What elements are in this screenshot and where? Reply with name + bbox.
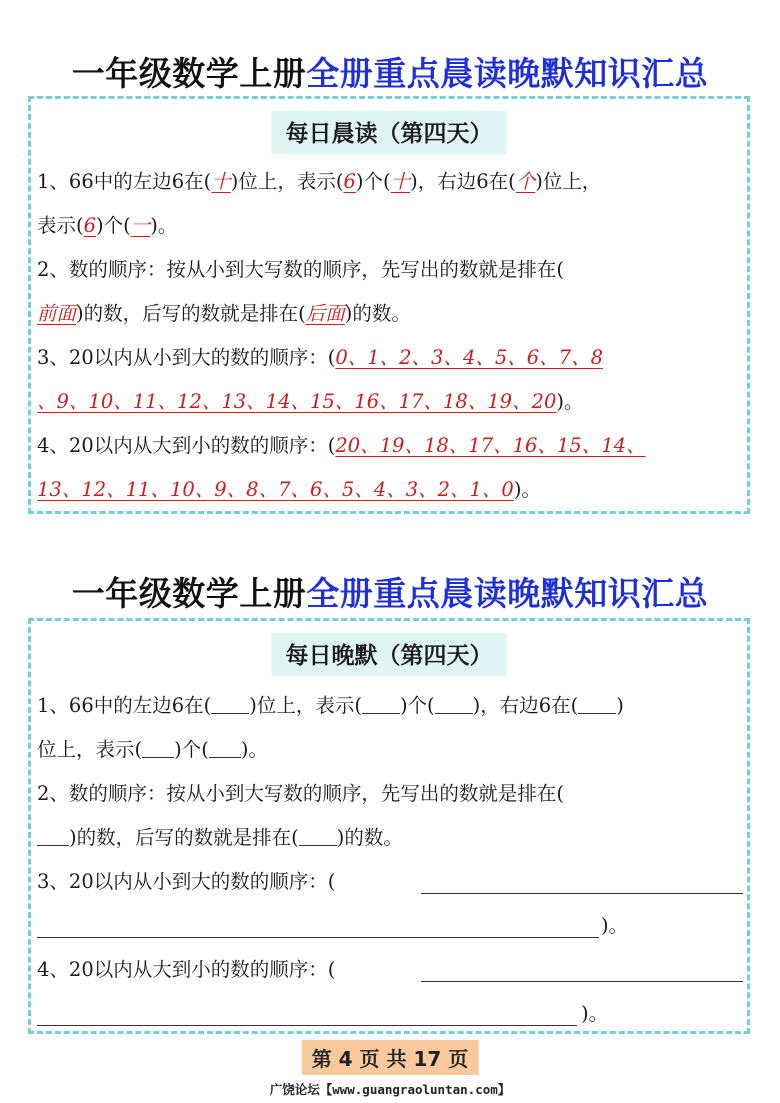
answer: 个 xyxy=(515,170,536,193)
fill-blank[interactable] xyxy=(37,827,69,846)
title-grade-part: 一年级数学上册 xyxy=(71,574,307,613)
evening-dictation-box xyxy=(28,618,750,1034)
answer: 十 xyxy=(211,170,231,193)
sheet-title-bottom xyxy=(0,568,780,615)
evening-q1-line1: 1、66中的左边6在( )位上，表示( )个( )，右边6在( ) xyxy=(37,694,624,717)
fill-blank[interactable] xyxy=(578,695,616,714)
answer: 、9、10、11、12、13、14、15、16、17、18、19、20 xyxy=(37,390,557,413)
morning-q2-line1: 2、数的顺序：按从小到大写数的顺序，先写出的数就是排在( xyxy=(37,258,565,281)
fill-blank[interactable] xyxy=(435,695,473,714)
answer-line[interactable] xyxy=(421,981,743,982)
evening-q4-line1: 4、20以内从大到小的数的顺序：( xyxy=(37,958,336,981)
answer-line[interactable] xyxy=(421,893,743,894)
answer: 13、12、11、10、9、8、7、6、5、4、3、2、1、0 xyxy=(37,478,514,501)
title-grade-part: 一年级数学上册 xyxy=(71,54,307,93)
answer: 0、1、2、3、4、5、6、7、8 xyxy=(335,346,603,369)
title-summary-part: 全册重点晨读晚默知识汇总 xyxy=(306,54,709,93)
page-number: 第 4 页 共 17 页 xyxy=(302,1040,479,1075)
answer: 后面 xyxy=(305,302,345,325)
source-credit: 广饶论坛【www.guangraoluntan.com】 xyxy=(269,1082,511,1097)
answer: 20、19、18、17、16、15、14、 xyxy=(335,434,646,457)
fill-blank[interactable] xyxy=(362,695,400,714)
answer: 6 xyxy=(343,170,356,193)
morning-heading: 每日晨读（第四天） xyxy=(272,111,507,154)
evening-q2-line2: )的数，后写的数就是排在( )的数。 xyxy=(37,825,747,851)
evening-q4-line2: )。 xyxy=(581,1002,609,1025)
morning-q2-line2: 前面)的数，后写的数就是排在(后面)的数。 xyxy=(37,302,411,325)
evening-q3-line2: )。 xyxy=(601,914,629,937)
title-summary-part: 全册重点晨读晚默知识汇总 xyxy=(306,574,709,613)
evening-q2-line1: 2、数的顺序：按从小到大写数的顺序，先写出的数就是排在( xyxy=(37,782,565,805)
fill-blank[interactable] xyxy=(209,739,241,758)
morning-q4-line1: 4、20以内从大到小的数的顺序：(20、19、18、17、16、15、14、 xyxy=(37,434,646,457)
evening-q1-line2: 位上，表示( )个( )。 xyxy=(37,738,268,761)
fill-blank[interactable] xyxy=(299,827,337,846)
morning-q3-line2: 、9、10、11、12、13、14、15、16、17、18、19、20)。 xyxy=(37,390,584,413)
answer: 一 xyxy=(130,214,151,237)
morning-reading-box xyxy=(28,96,750,514)
evening-q3-line1: 3、20以内从小到大的数的顺序：( xyxy=(37,870,336,893)
fill-blank[interactable] xyxy=(211,695,249,714)
answer: 前面 xyxy=(37,302,77,325)
answer-line[interactable] xyxy=(37,937,599,938)
fill-blank[interactable] xyxy=(142,739,174,758)
evening-heading: 每日晚默（第四天） xyxy=(272,633,507,676)
sheet-title-top xyxy=(0,48,780,95)
morning-q1-line1: 1、66中的左边6在(十)位上，表示(6)个(十)，右边6在(个)位上， xyxy=(37,170,602,193)
morning-q1-line2: 表示(6)个(一)。 xyxy=(37,214,178,237)
morning-q3-line1: 3、20以内从小到大的数的顺序：(0、1、2、3、4、5、6、7、8 xyxy=(37,346,603,369)
answer: 6 xyxy=(83,214,97,237)
answer-line[interactable] xyxy=(37,1025,577,1026)
morning-q4-line2: 13、12、11、10、9、8、7、6、5、4、3、2、1、0)。 xyxy=(37,478,541,501)
answer: 十 xyxy=(390,170,411,193)
